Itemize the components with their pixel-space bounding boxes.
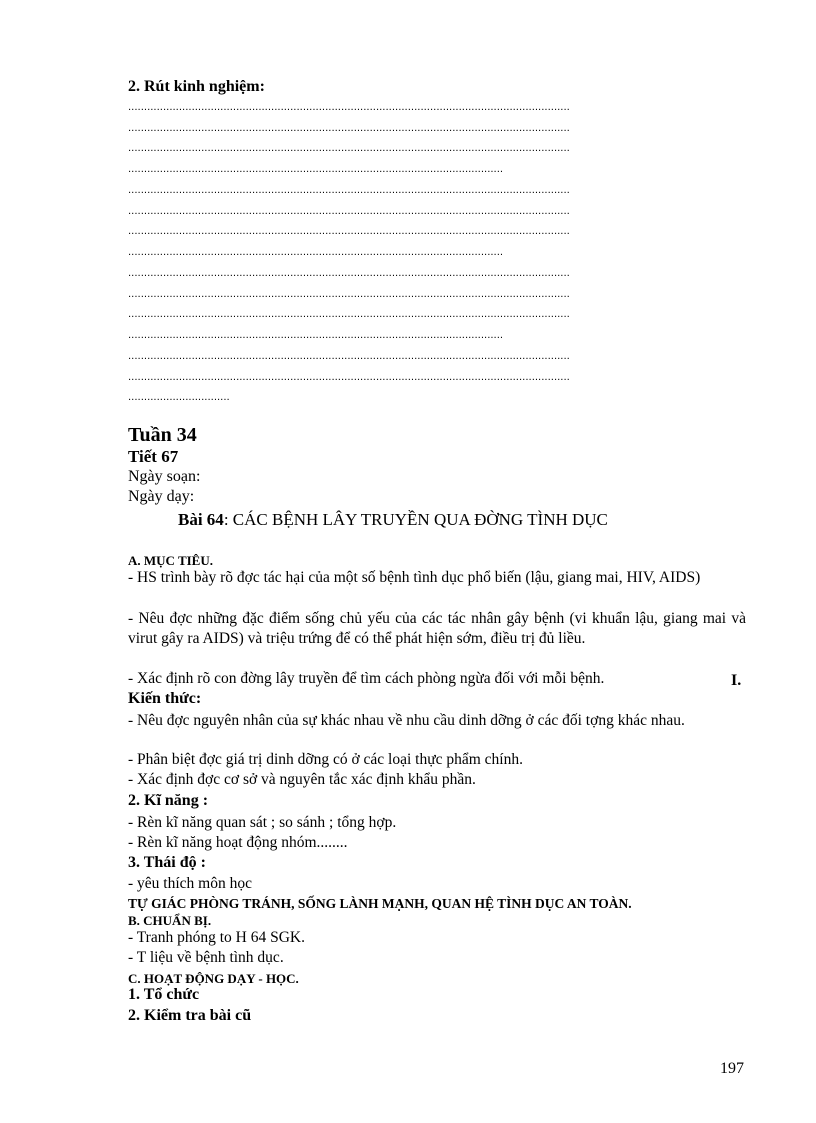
dotted-line: ...........................................................................................................................................	[128, 269, 570, 279]
objective-item: - HS trình bày rõ đợc tác hại của một số bệnh tình dục phổ biến (lậu, giang mai, HIV, AIDS)	[128, 569, 701, 586]
dotted-line: ...........................................................................................................................................	[128, 310, 570, 320]
knowledge-heading: Kiến thức:	[128, 690, 202, 707]
preparation-heading: B. CHUẨN BỊ.	[128, 913, 212, 928]
knowledge-item: - Phân biệt đợc giá trị dinh dỡng có ở các loại thực phẩm chính.	[128, 751, 523, 768]
objective-item: - Nêu đợc những đặc điểm sống chủ yếu của các tác nhân gây bệnh (vi khuẩn lậu, giang mai và virut gây ra AIDS) và triệu trứng để có thể phát hiện sớm, điều trị đủ liều.	[128, 610, 746, 647]
knowledge-item: - Nêu đợc nguyên nhân của sự khác nhau về nhu cầu dinh dỡng ở các đối tợng khác nhau.	[128, 712, 685, 729]
section-title-rut-kinh-nghiem: 2. Rút kinh nghiệm:	[128, 78, 265, 95]
skill-item: - Rèn kĩ năng hoạt động nhóm........	[128, 834, 348, 851]
lesson-label: Bài 64	[178, 510, 224, 529]
teach-date-label: Ngày dạy:	[128, 488, 195, 505]
period-heading: Tiết 67	[128, 447, 179, 466]
dotted-line: ......................................................................................................................	[128, 331, 504, 341]
dotted-line: ...........................................................................................................................................	[128, 352, 570, 362]
dotted-line: ......................................................................................................................	[128, 165, 504, 175]
page-number: 197	[720, 1060, 744, 1077]
dotted-line: ...........................................................................................................................................	[128, 124, 570, 134]
preparation-item: - Tranh phóng to H 64 SGK.	[128, 929, 305, 946]
week-heading: Tuần 34	[128, 424, 197, 446]
dotted-line: ...........................................................................................................................................	[128, 144, 570, 154]
skills-heading: 2. Kĩ năng :	[128, 792, 209, 809]
dotted-line: ...........................................................................................................................................	[128, 290, 570, 300]
lesson-title	[178, 510, 608, 530]
objectives-heading: A. MỤC TIÊU.	[128, 553, 213, 568]
objective-item: - Xác định rõ con đờng lây truyền để tìm cách phòng ngừa đối với mỗi bệnh.	[128, 670, 605, 687]
preparation-item: - T liệu về bệnh tình dục.	[128, 949, 284, 966]
activity-item: 1. Tổ chức	[128, 986, 200, 1003]
dotted-line: ...........................................................................................................................................	[128, 103, 570, 113]
dotted-line: ...........................................................................................................................................	[128, 207, 570, 217]
activity-item: 2. Kiểm tra bài cũ	[128, 1007, 252, 1024]
activities-heading: C. HOẠT ĐỘNG DẠY - HỌC.	[128, 971, 299, 986]
dotted-line: ................................	[128, 393, 230, 403]
skill-item: - Rèn kĩ năng quan sát ; so sánh ; tổng hợp.	[128, 814, 397, 831]
caps-statement: TỰ GIÁC PHÒNG TRÁNH, SỐNG LÀNH MẠNH, QUAN HỆ TÌNH DỤC AN TOÀN.	[128, 896, 632, 911]
attitude-heading: 3. Thái độ :	[128, 854, 206, 871]
attitude-item: - yêu thích môn học	[128, 875, 252, 892]
prep-date-label: Ngày soạn:	[128, 468, 201, 485]
dotted-line: ......................................................................................................................	[128, 248, 504, 258]
section-number-i: I.	[731, 672, 742, 689]
lesson-title-text: : CÁC BỆNH LÂY TRUYỀN QUA ĐỜNG TÌNH DỤC	[223, 510, 608, 529]
dotted-line: ...........................................................................................................................................	[128, 186, 570, 196]
knowledge-item: - Xác định đợc cơ sở và nguyên tắc xác định khẩu phần.	[128, 771, 476, 788]
dotted-line: ...........................................................................................................................................	[128, 227, 570, 237]
dotted-line: ...........................................................................................................................................	[128, 373, 570, 383]
